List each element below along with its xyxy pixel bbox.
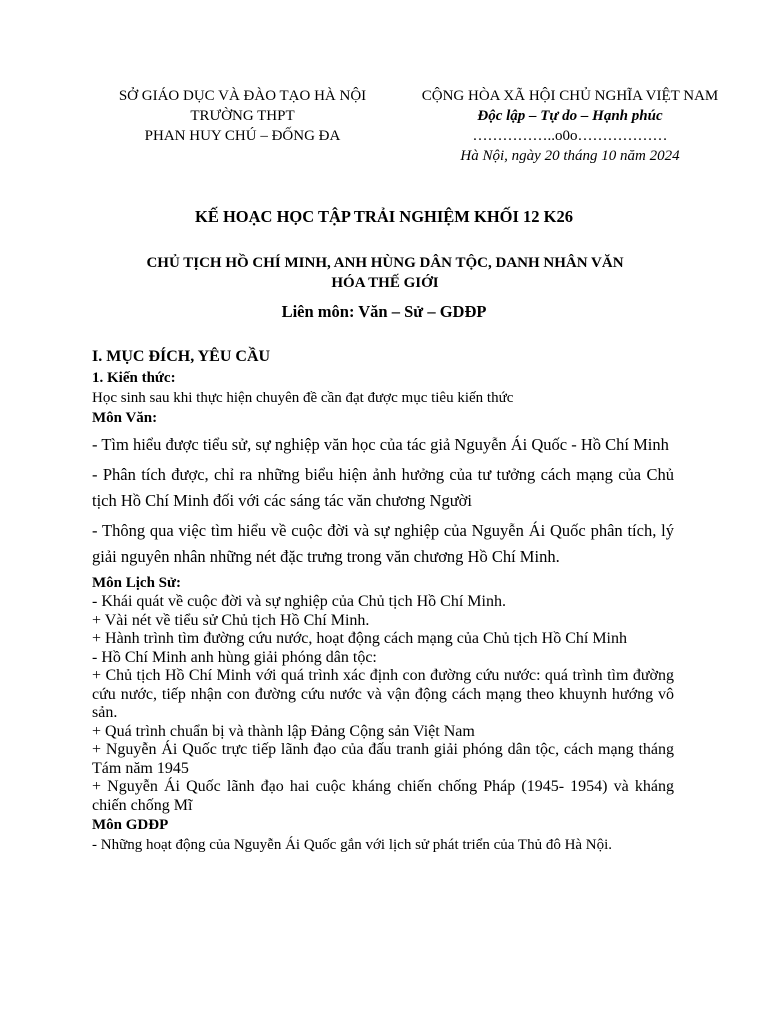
department-name: SỞ GIÁO DỤC VÀ ĐÀO TẠO HÀ NỘI: [118, 88, 367, 104]
subtitle-line-2: HÓA THẾ GIỚI: [331, 275, 439, 291]
subtitle-line-1: CHỦ TỊCH HỒ CHÍ MINH, ANH HÙNG DÂN TỘC, DANH NHÂN VĂN: [146, 255, 624, 271]
document-subtitle: [100, 253, 670, 293]
subject-label-su: Môn Lịch Sử:: [92, 575, 182, 591]
document-title: KẾ HOẠC HỌC TẬP TRẢI NGHIỆM KHỐI 12 K26: [194, 207, 574, 226]
list-item: - Thông qua việc tìm hiểu về cuộc đời và sự nghiệp của Nguyễn Ái Quốc phân tích, lý giải nguyên nhân những nét đặc trưng trong văn chương Hồ Chí Minh.: [92, 521, 674, 566]
national-title: CỘNG HÒA XÃ HỘI CHỦ NGHĨA VIỆT NAM: [421, 88, 719, 104]
list-item: - Tìm hiểu được tiểu sử, sự nghiệp văn học của tác giả Nguyễn Ái Quốc - Hồ Chí Minh: [92, 435, 669, 454]
header-right: [405, 86, 735, 166]
list-item: + Nguyễn Ái Quốc lãnh đạo hai cuộc kháng chiến chống Pháp (1945- 1954) và kháng chiến chống Mĩ: [92, 778, 674, 814]
list-item: + Vài nét về tiểu sử Chủ tịch Hồ Chí Minh.: [92, 611, 370, 629]
intro-text: Học sinh sau khi thực hiện chuyên đề cần đạt được mục tiêu kiến thức: [92, 390, 514, 406]
document-date: Hà Nội, ngày 20 tháng 10 năm 2024: [460, 148, 680, 164]
list-item: - Phân tích được, chỉ ra những biểu hiện ảnh hưởng của tư tưởng cách mạng của Chủ tịch Hồ Chí Minh đối với các sáng tác văn chương Người: [92, 465, 674, 510]
list-item: - Hồ Chí Minh anh hùng giải phóng dân tộc:: [92, 648, 377, 666]
school-type: TRƯỜNG THPT: [190, 108, 295, 124]
subsection-heading: 1. Kiến thức:: [92, 370, 176, 386]
list-item: + Hành trình tìm đường cứu nước, hoạt động cách mạng của Chủ tịch Hồ Chí Minh: [92, 630, 627, 647]
list-item: - Khái quát về cuộc đời và sự nghiệp của Chủ tịch Hồ Chí Minh.: [92, 593, 506, 610]
subject-label-gddp: Môn GDĐP: [92, 817, 169, 833]
list-item: + Quá trình chuẩn bị và thành lập Đảng Cộng sản Việt Nam: [92, 722, 475, 740]
section-heading: I. MỤC ĐÍCH, YÊU CẦU: [92, 348, 271, 365]
header-left: [100, 86, 385, 146]
interdisciplinary-label: Liên môn: Văn – Sử – GDĐP: [281, 302, 487, 321]
document-body: [92, 346, 674, 855]
list-item: + Chủ tịch Hồ Chí Minh với quá trình xác định con đường cứu nước: quá trình tìm đường cứu nước, tiếp nhận con đường cứu nước và vận động cách mạng theo khuynh hướng vô sản.: [92, 667, 674, 721]
school-name: PHAN HUY CHÚ – ĐỐNG ĐA: [144, 128, 341, 144]
subject-label-van: Môn Văn:: [92, 410, 158, 426]
list-item: + Nguyễn Ái Quốc trực tiếp lãnh đạo của đấu tranh giải phóng dân tộc, cách mạng tháng Tám năm 1945: [92, 741, 674, 777]
header-separator: ……………..o0o………………: [472, 128, 668, 144]
national-motto: Độc lập – Tự do – Hạnh phúc: [477, 108, 663, 124]
list-item: - Những hoạt động của Nguyễn Ái Quốc gắn với lịch sử phát triển của Thủ đô Hà Nội.: [92, 837, 613, 853]
